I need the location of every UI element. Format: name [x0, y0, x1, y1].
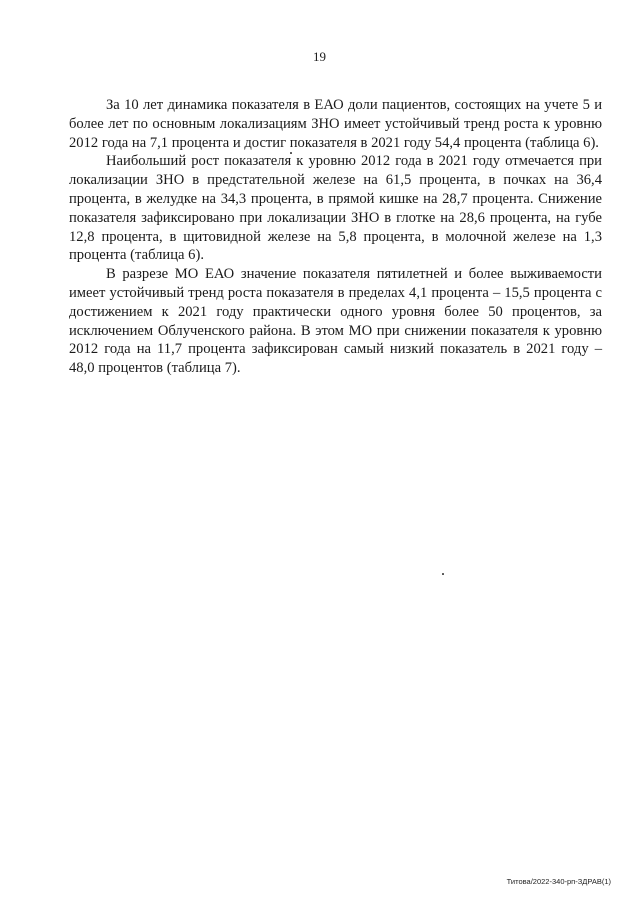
scan-speck — [290, 152, 292, 154]
footer-document-code: Титова/2022-340-рп-ЗДРАВ(1) — [506, 877, 611, 886]
scan-speck — [442, 573, 444, 575]
paragraph-localization-growth: Наибольший рост показателя к уровню 2012 года в 2021 году отмечается при локализации ЗНО в предстательной железе на 61,5 процента, в почках на 36,4 процента, в желудке на 34,3 процента, в прямой кишке на 28,7 процента. Снижение показателя зафиксировано при локализации ЗНО в глотке на 28,6 процента, на губе 12,8 процента, в щитовидной железе на 5,8 процента, в молочной железе на 1,3 процента (таблица 6). — [69, 153, 602, 264]
paragraph-five-year-trend: За 10 лет динамика показателя в ЕАО доли пациентов, состоящих на учете 5 и более лет по основным локализациям ЗНО имеет устойчивый тренд роста к уровню 2012 года на 7,1 процента и достиг показателя в 2021 году 54,4 процента (таблица 6). — [69, 97, 602, 151]
paragraph-municipal-survival: В разрезе МО ЕАО значение показателя пятилетней и более выживаемости имеет устойчивый тренд роста показателя в пределах 4,1 процента – 15,5 процента с достижением к 2021 году практически одного уровня более 50 процентов, за исключением Облученского района. В этом МО при снижении показателя к уровню 2012 года на 11,7 процента зафиксирован самый низкий показатель в 2021 году – 48,0 процентов (таблица 7). — [69, 266, 602, 377]
page-number: 19 — [313, 49, 326, 64]
body-text — [69, 96, 602, 378]
